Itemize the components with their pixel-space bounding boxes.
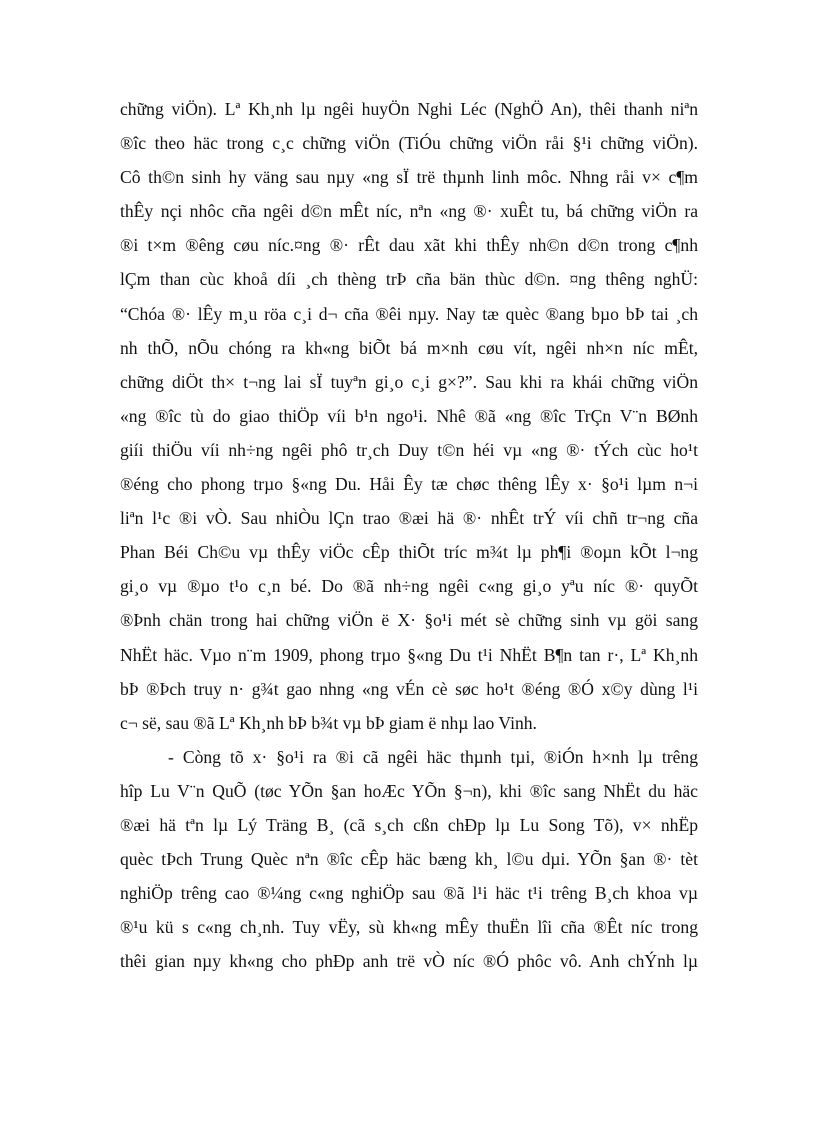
text-line: “Chóa ®· lÊy m¸u röa c¸i d¬ cña ®êi nµy. Nay tæ quèc ®ang bµo bÞ tai ¸ch: [120, 303, 698, 324]
text-line: - Còng tõ x· §o¹i ra ®i cã ngêi häc thµnh tµi, ®iÓn h×nh lµ trêng: [168, 746, 698, 767]
text-line: bÞ ®Þch truy n· g¾t gao nhng «ng vÉn cè søc ho¹t ®éng ®Ó x©y dùng l¹i: [120, 678, 698, 699]
text-line: chững viÖn). Lª Kh¸nh lµ ngêi huyÖn Nghi Léc (NghÖ An), thêi thanh niªn: [120, 99, 698, 119]
document-page: [120, 92, 698, 978]
text-line: hîp Lu V¨n QuÕ (tøc YÕn §an hoÆc YÕn §¬n), khi ®îc sang NhËt du häc: [120, 780, 698, 801]
text-line: ®éng cho phong trµo §«ng Du. Håi Êy tæ chøc thêng lÊy x· §o¹i lµm n¬i: [120, 474, 698, 495]
text-line: ®îc theo häc trong c¸c chững viÖn (TiÓu chững viÖn råi §¹i chững viÖn).: [120, 133, 698, 154]
paragraph-2: [120, 740, 698, 979]
text-line: gi¸o vµ ®µo t¹o c¸n bé. Do ®ã nh÷ng ngêi c«ng gi¸o yªu níc ®· quyÕt: [120, 576, 698, 597]
text-line: giíi thiÖu víi nh÷ng ngêi phô tr¸ch Duy t©n héi vµ «ng ®· tÝch cùc ho¹t: [120, 439, 698, 460]
text-line: ®æi hä tªn lµ Lý Träng B¸ (cã s¸ch cßn chÐp lµ Lu Song Tõ), v× nhËp: [120, 814, 698, 835]
paragraph-1: [120, 92, 698, 740]
text-line: nh thÕ, nÕu chóng ra kh«ng biÕt bá m×nh cøu vít, ngêi nh×n níc mÊt,: [120, 337, 698, 358]
text-line: thêi gian nµy kh«ng cho phÐp anh trë vÒ níc ®Ó phôc vô. Anh chÝnh lµ: [120, 951, 698, 972]
text-line: Cô th©n sinh hy väng sau nµy «ng sÏ trë thµnh linh môc. Nhng råi v× c¶m: [120, 167, 698, 188]
text-line: quèc tÞch Trung Quèc nªn ®îc cÊp häc bæng kh¸ l©u dµi. YÕn §an ®· tèt: [120, 849, 698, 870]
text-line: thÊy nçi nhôc cña ngêi d©n mÊt níc, nªn «ng ®· xuÊt tu, bá chững viÖn ra: [120, 201, 698, 222]
text-line: ®i t×m ®êng cøu níc.¤ng ®· rÊt dau xãt khi thÊy nh©n d©n trong c¶nh: [120, 235, 698, 256]
text-line: Phan Béi Ch©u vµ thÊy viÖc cÊp thiÕt tríc m¾t lµ ph¶i ®oµn kÕt l¬ng: [120, 542, 698, 563]
text-line: liªn l¹c ®i vÒ. Sau nhiÒu lÇn trao ®æi hä ®· nhÊt trÝ víi chñ tr¬ng cña: [120, 508, 698, 529]
text-line: «ng ®îc tù do giao thiÖp víi b¹n ngo¹i. Nhê ®ã «ng ®îc TrÇn V¨n BØnh: [120, 405, 698, 426]
text-line: lÇm than cùc khoå díi ¸ch thèng trÞ cña bän thùc d©n. ¤ng thêng nghÜ:: [120, 269, 698, 290]
text-line: nghiÖp trêng cao ®¼ng c«ng nghiÖp sau ®ã l¹i häc t¹i trêng B¸ch khoa vµ: [120, 883, 698, 904]
text-line: ®Þnh chän trong hai chững viÖn ë X· §o¹i mét sè chững sinh vµ göi sang: [120, 610, 698, 631]
text-line: c¬ së, sau ®ã Lª Kh¸nh bÞ b¾t vµ bÞ giam ë nhµ lao Vinh.: [120, 712, 537, 733]
text-line: ®¹u kü s c«ng ch¸nh. Tuy vËy, sù kh«ng mÊy thuËn lîi cña ®Êt níc trong: [120, 917, 698, 938]
text-line: chững diÖt th× t¬ng lai sÏ tuyªn gi¸o c¸i g×?”. Sau khi ra khái chững viÖn: [120, 371, 698, 392]
text-line: NhËt häc. Vµo n¨m 1909, phong trµo §«ng Du t¹i NhËt B¶n tan r·, Lª Kh¸nh: [120, 644, 698, 665]
